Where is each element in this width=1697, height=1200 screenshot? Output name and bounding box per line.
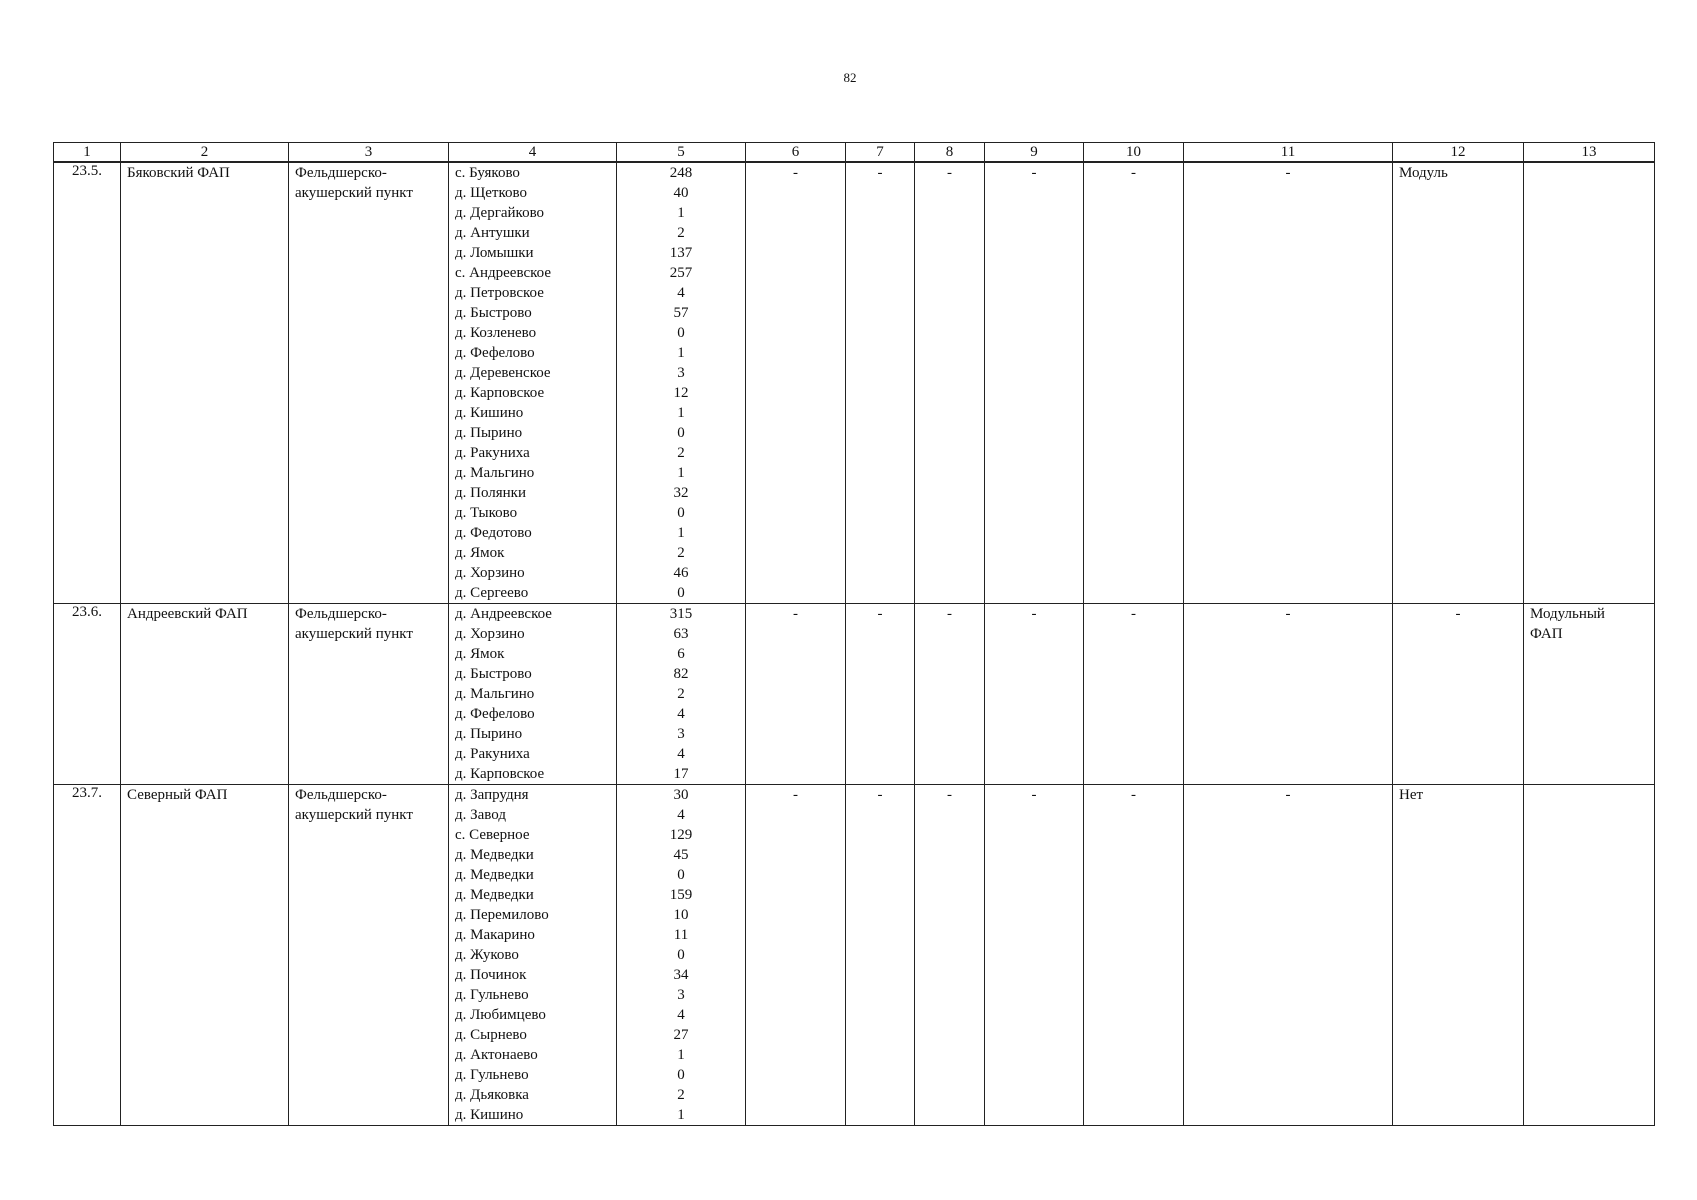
population-value: 0: [677, 947, 685, 963]
column-12-cell: Модуль: [1393, 162, 1524, 604]
population-value: 40: [673, 185, 689, 201]
settlement-name: д. Деревенское: [455, 365, 551, 381]
column-7-cell: -: [846, 785, 915, 1126]
settlement-name: д. Фефелово: [455, 706, 535, 722]
population-value: 82: [673, 666, 689, 682]
settlement-name: с. Северное: [455, 827, 530, 843]
column-12-cell: Нет: [1393, 785, 1524, 1126]
population-value: 4: [677, 807, 685, 823]
col-header-8: 8: [915, 143, 985, 163]
settlement-name: д. Пырино: [455, 726, 523, 742]
settlement-name: д. Мальгино: [455, 465, 535, 481]
population-value: 0: [677, 1067, 685, 1083]
table-row: [54, 785, 1655, 1126]
population-value: 3: [677, 726, 685, 742]
settlement-name: д. Мальгино: [455, 686, 535, 702]
population-cell: [617, 162, 746, 604]
population-value: 1: [677, 525, 685, 541]
settlement-name: д. Полянки: [455, 485, 526, 501]
population-value: 30: [673, 787, 689, 803]
settlement-name: д. Сырнево: [455, 1027, 527, 1043]
population-value: 315: [669, 606, 693, 622]
column-8-cell: -: [915, 785, 985, 1126]
population-value: 10: [673, 907, 689, 923]
table-row: [54, 162, 1655, 604]
header-row: [54, 143, 1655, 163]
column-10-cell: -: [1084, 785, 1184, 1126]
settlement-name: д. Медведки: [455, 867, 534, 883]
settlement-name: д. Козленево: [455, 325, 537, 341]
settlement-name: д. Сергеево: [455, 585, 529, 601]
population-value: 2: [677, 445, 685, 461]
settlement-name: д. Завод: [455, 807, 506, 823]
population-value: 0: [677, 325, 685, 341]
settlement-name: д. Петровское: [455, 285, 544, 301]
settlement-name: с. Буяково: [455, 165, 520, 181]
column-13-cell: [1524, 785, 1655, 1126]
settlement-name: д. Антушки: [455, 225, 530, 241]
population-value: 2: [677, 686, 685, 702]
settlement-name: д. Дергайково: [455, 205, 545, 221]
settlement-name: д. Кишино: [455, 1107, 524, 1123]
row-number-cell: 23.7.: [54, 785, 121, 1126]
column-6-cell: -: [746, 604, 846, 785]
population-value: 248: [669, 165, 693, 181]
population-value: 4: [677, 1007, 685, 1023]
column-8-cell: -: [915, 162, 985, 604]
col-header-9: 9: [985, 143, 1084, 163]
column-7-cell: -: [846, 162, 915, 604]
settlement-name: д. Кишино: [455, 405, 524, 421]
population-value: 129: [669, 827, 693, 843]
settlements-cell: [449, 785, 617, 1126]
settlement-name: д. Запрудня: [455, 787, 529, 803]
population-value: 137: [669, 245, 693, 261]
population-value: 1: [677, 1047, 685, 1063]
population-value: 63: [673, 626, 689, 642]
column-13-cell: [1524, 604, 1655, 785]
column-6-cell: -: [746, 785, 846, 1126]
facility-type-line: акушерский пункт: [295, 626, 413, 642]
population-value: 4: [677, 285, 685, 301]
settlement-name: д. Ракуниха: [455, 445, 530, 461]
facility-type-line: Фельдшерско-: [295, 606, 387, 622]
settlement-name: д. Андреевское: [455, 606, 552, 622]
population-value: 2: [677, 1087, 685, 1103]
settlement-name: д. Гульнево: [455, 1067, 529, 1083]
settlement-name: д. Актонаево: [455, 1047, 538, 1063]
facility-type-line: акушерский пункт: [295, 807, 413, 823]
col-header-6: 6: [746, 143, 846, 163]
population-value: 4: [677, 746, 685, 762]
settlement-name: д. Щетково: [455, 185, 527, 201]
settlement-name: д. Жуково: [455, 947, 519, 963]
population-value: 1: [677, 405, 685, 421]
column-13-line: Модульный: [1530, 606, 1605, 622]
col-header-2: 2: [121, 143, 289, 163]
settlement-name: д. Любимцево: [455, 1007, 546, 1023]
settlement-name: д. Хорзино: [455, 565, 525, 581]
population-value: 0: [677, 585, 685, 601]
column-11-cell: -: [1184, 162, 1393, 604]
col-header-10: 10: [1084, 143, 1184, 163]
page-number: 82: [843, 70, 857, 85]
settlement-name: д. Федотово: [455, 525, 532, 541]
population-value: 1: [677, 205, 685, 221]
population-value: 6: [677, 646, 685, 662]
col-header-1: 1: [54, 143, 121, 163]
population-value: 257: [669, 265, 693, 281]
col-header-5: 5: [617, 143, 746, 163]
population-value: 1: [677, 1107, 685, 1123]
column-9-cell: -: [985, 604, 1084, 785]
column-7-cell: -: [846, 604, 915, 785]
settlement-name: д. Макарино: [455, 927, 535, 943]
facility-type-line: Фельдшерско-: [295, 165, 387, 181]
col-header-13: 13: [1524, 143, 1655, 163]
col-header-3: 3: [289, 143, 449, 163]
facility-type-line: акушерский пункт: [295, 185, 413, 201]
settlement-name: д. Пырино: [455, 425, 523, 441]
settlement-name: д. Ракуниха: [455, 746, 530, 762]
settlement-name: д. Тыково: [455, 505, 518, 521]
population-value: 2: [677, 545, 685, 561]
population-value: 1: [677, 345, 685, 361]
column-11-cell: -: [1184, 604, 1393, 785]
column-10-cell: -: [1084, 604, 1184, 785]
column-13-line: ФАП: [1530, 626, 1563, 642]
population-value: 12: [673, 385, 689, 401]
settlement-name: д. Ямок: [455, 646, 505, 662]
population-value: 0: [677, 425, 685, 441]
col-header-11: 11: [1184, 143, 1393, 163]
population-value: 34: [673, 967, 689, 983]
settlement-name: д. Ямок: [455, 545, 505, 561]
column-10-cell: -: [1084, 162, 1184, 604]
row-number-cell: 23.5.: [54, 162, 121, 604]
population-value: 46: [673, 565, 689, 581]
settlements-cell: [449, 604, 617, 785]
settlement-name: д. Карповское: [455, 766, 545, 782]
population-value: 27: [673, 1027, 689, 1043]
population-value: 0: [677, 867, 685, 883]
settlement-name: д. Починок: [455, 967, 527, 983]
col-header-7: 7: [846, 143, 915, 163]
settlement-name: д. Быстрово: [455, 666, 532, 682]
population-value: 11: [673, 927, 689, 943]
population-value: 1: [677, 465, 685, 481]
facility-name-cell: Бяковский ФАП: [121, 162, 289, 604]
settlement-name: д. Перемилово: [455, 907, 549, 923]
settlement-name: д. Фефелово: [455, 345, 535, 361]
settlement-name: д. Хорзино: [455, 626, 525, 642]
population-value: 45: [673, 847, 689, 863]
column-9-cell: -: [985, 785, 1084, 1126]
population-value: 32: [673, 485, 689, 501]
facility-name-cell: Северный ФАП: [121, 785, 289, 1126]
population-value: 2: [677, 225, 685, 241]
facility-type-cell: [289, 162, 449, 604]
facility-type-line: Фельдшерско-: [295, 787, 387, 803]
col-header-4: 4: [449, 143, 617, 163]
settlement-name: д. Дьяковка: [455, 1087, 529, 1103]
col-header-12: 12: [1393, 143, 1524, 163]
population-value: 159: [669, 887, 693, 903]
population-value: 17: [673, 766, 689, 782]
column-12-cell: -: [1393, 604, 1524, 785]
population-value: 57: [673, 305, 689, 321]
facility-type-cell: [289, 604, 449, 785]
settlement-name: д. Гульнево: [455, 987, 529, 1003]
facility-name-cell: Андреевский ФАП: [121, 604, 289, 785]
facility-type-cell: [289, 785, 449, 1126]
column-13-cell: [1524, 162, 1655, 604]
population-cell: [617, 604, 746, 785]
population-value: 0: [677, 505, 685, 521]
settlement-name: д. Медведки: [455, 887, 534, 903]
population-value: 3: [677, 365, 685, 381]
population-value: 4: [677, 706, 685, 722]
settlement-name: д. Карповское: [455, 385, 545, 401]
population-value: 3: [677, 987, 685, 1003]
column-9-cell: -: [985, 162, 1084, 604]
column-11-cell: -: [1184, 785, 1393, 1126]
row-number-cell: 23.6.: [54, 604, 121, 785]
settlement-name: д. Ломышки: [455, 245, 534, 261]
population-cell: [617, 785, 746, 1126]
settlement-name: д. Быстрово: [455, 305, 532, 321]
settlement-name: д. Медведки: [455, 847, 534, 863]
settlements-cell: [449, 162, 617, 604]
table-row: [54, 604, 1655, 785]
column-8-cell: -: [915, 604, 985, 785]
settlement-name: с. Андреевское: [455, 265, 551, 281]
facilities-table: [53, 142, 1655, 1126]
column-6-cell: -: [746, 162, 846, 604]
